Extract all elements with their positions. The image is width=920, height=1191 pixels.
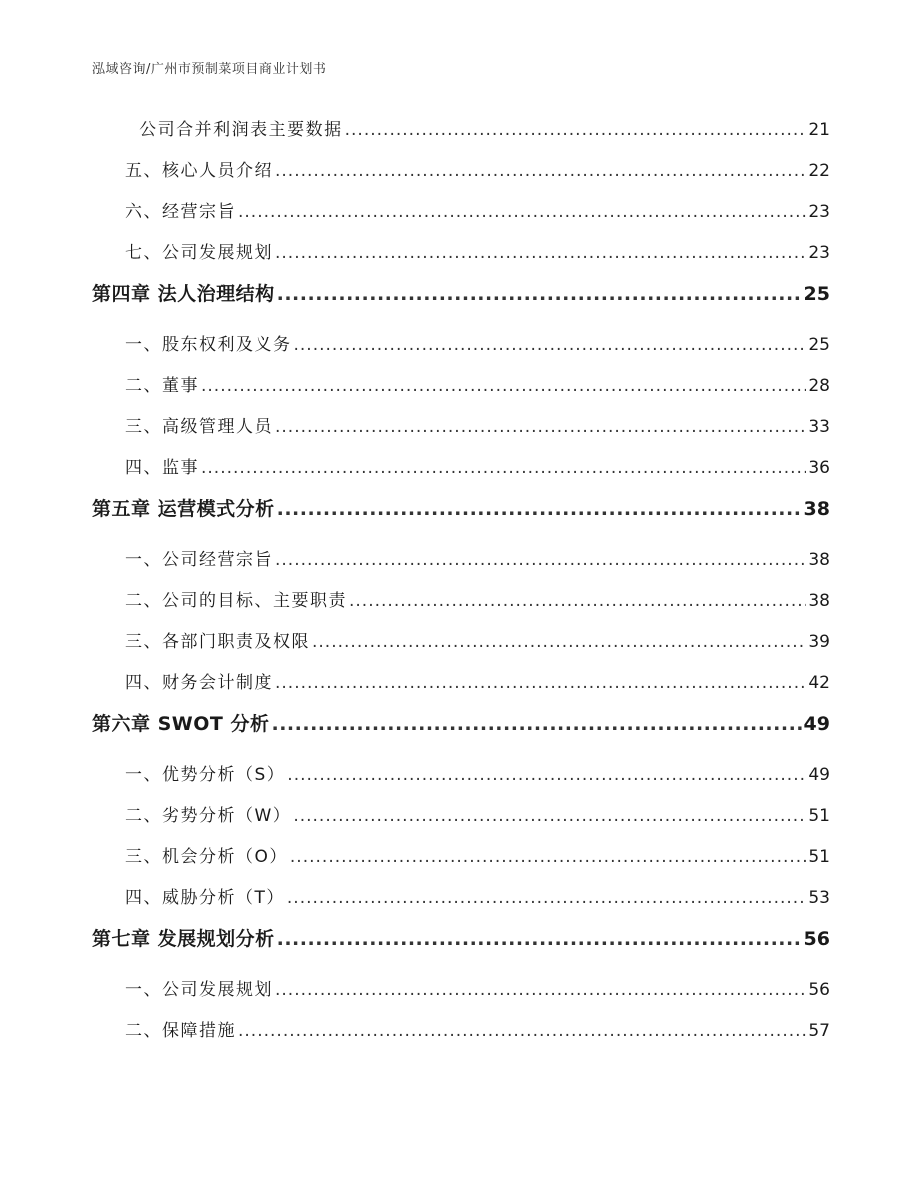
table-of-contents <box>92 115 830 1057</box>
toc-entry-title: 监事 <box>162 458 199 478</box>
toc-entry-number: 二、 <box>125 591 162 611</box>
toc-entry-title: 威胁分析（T） <box>162 888 285 908</box>
toc-section-entry[interactable] <box>92 627 830 668</box>
page-header: 泓域咨询/广州市预制菜项目商业计划书 <box>92 62 327 77</box>
toc-page-number: 56 <box>803 928 830 950</box>
toc-section-entry[interactable] <box>92 668 830 709</box>
toc-page-number: 38 <box>808 550 830 570</box>
toc-section-entry[interactable] <box>92 197 830 238</box>
toc-section-entry[interactable] <box>92 975 830 1016</box>
toc-entry-title: 高级管理人员 <box>162 417 273 437</box>
toc-entry-title: 董事 <box>162 376 199 396</box>
toc-entry-title: 公司合并利润表主要数据 <box>139 120 343 140</box>
toc-dot-leader <box>238 202 806 222</box>
toc-section-entry[interactable] <box>92 371 830 412</box>
toc-page-number: 33 <box>808 417 830 437</box>
toc-dot-leader <box>275 980 806 1000</box>
toc-section-entry[interactable] <box>92 115 830 156</box>
toc-entry-number: 二、 <box>125 806 162 826</box>
toc-entry-title: 股东权利及义务 <box>162 335 292 355</box>
toc-dot-leader <box>287 765 806 785</box>
toc-section-entry[interactable] <box>92 842 830 883</box>
toc-page-number: 23 <box>808 202 830 222</box>
toc-entry-title: 财务会计制度 <box>162 673 273 693</box>
toc-dot-leader <box>275 673 806 693</box>
toc-page-number: 22 <box>808 161 830 181</box>
toc-entry-title: 各部门职责及权限 <box>162 632 310 652</box>
toc-entry-number: 四、 <box>125 673 162 693</box>
toc-dot-leader <box>275 417 806 437</box>
toc-section-entry[interactable] <box>92 412 830 453</box>
toc-page-number: 25 <box>808 335 830 355</box>
toc-page-number: 28 <box>808 376 830 396</box>
toc-entry-number: 三、 <box>125 847 162 867</box>
toc-entry-title: 第七章 发展规划分析 <box>92 928 275 950</box>
toc-entry-title: 核心人员介绍 <box>162 161 273 181</box>
toc-section-entry[interactable] <box>92 586 830 627</box>
toc-section-entry[interactable] <box>92 156 830 197</box>
toc-dot-leader <box>201 376 806 396</box>
toc-page-number: 39 <box>808 632 830 652</box>
toc-page-number: 25 <box>803 283 830 305</box>
toc-entry-title: 公司的目标、主要职责 <box>162 591 347 611</box>
toc-entry-title: 优势分析（S） <box>162 765 286 785</box>
toc-entry-number: 五、 <box>125 161 162 181</box>
toc-entry-number: 四、 <box>125 458 162 478</box>
toc-page-number: 38 <box>808 591 830 611</box>
toc-chapter-entry[interactable] <box>92 924 830 975</box>
toc-dot-leader <box>349 591 806 611</box>
toc-entry-title: 劣势分析（W） <box>162 806 292 826</box>
toc-dot-leader <box>275 161 806 181</box>
toc-entry-title: 第四章 法人治理结构 <box>92 283 275 305</box>
toc-section-entry[interactable] <box>92 801 830 842</box>
toc-page-number: 21 <box>808 120 830 140</box>
toc-section-entry[interactable] <box>92 545 830 586</box>
toc-chapter-entry[interactable] <box>92 494 830 545</box>
toc-dot-leader <box>312 632 806 652</box>
toc-dot-leader <box>277 498 802 520</box>
toc-page-number: 51 <box>808 806 830 826</box>
toc-page-number: 42 <box>808 673 830 693</box>
toc-dot-leader <box>290 847 806 867</box>
toc-dot-leader <box>294 335 807 355</box>
toc-dot-leader <box>271 713 801 735</box>
toc-page-number: 51 <box>808 847 830 867</box>
toc-section-entry[interactable] <box>92 330 830 371</box>
toc-section-entry[interactable] <box>92 760 830 801</box>
toc-dot-leader <box>293 806 806 826</box>
toc-dot-leader <box>238 1021 806 1041</box>
toc-chapter-entry[interactable] <box>92 709 830 760</box>
toc-entry-number: 一、 <box>125 765 162 785</box>
toc-page-number: 23 <box>808 243 830 263</box>
toc-entry-number: 三、 <box>125 632 162 652</box>
toc-entry-title: 公司发展规划 <box>162 980 273 1000</box>
toc-page-number: 38 <box>803 498 830 520</box>
toc-page-number: 53 <box>808 888 830 908</box>
toc-section-entry[interactable] <box>92 1016 830 1057</box>
toc-entry-number: 二、 <box>125 1021 162 1041</box>
toc-entry-title: 公司经营宗旨 <box>162 550 273 570</box>
toc-entry-number: 一、 <box>125 335 162 355</box>
toc-entry-title: 第五章 运营模式分析 <box>92 498 275 520</box>
toc-page-number: 49 <box>808 765 830 785</box>
toc-section-entry[interactable] <box>92 453 830 494</box>
toc-section-entry[interactable] <box>92 238 830 279</box>
toc-entry-number: 六、 <box>125 202 162 222</box>
toc-entry-number: 三、 <box>125 417 162 437</box>
toc-dot-leader <box>275 243 806 263</box>
toc-dot-leader <box>287 888 806 908</box>
toc-dot-leader <box>345 120 807 140</box>
toc-page-number: 57 <box>808 1021 830 1041</box>
toc-page-number: 49 <box>803 713 830 735</box>
toc-entry-number: 二、 <box>125 376 162 396</box>
toc-dot-leader <box>277 928 802 950</box>
toc-dot-leader <box>201 458 806 478</box>
toc-entry-title: 保障措施 <box>162 1021 236 1041</box>
toc-dot-leader <box>275 550 806 570</box>
toc-dot-leader <box>277 283 802 305</box>
toc-page-number: 36 <box>808 458 830 478</box>
toc-entry-title: 机会分析（O） <box>162 847 288 867</box>
toc-chapter-entry[interactable] <box>92 279 830 330</box>
toc-entry-number: 一、 <box>125 550 162 570</box>
toc-section-entry[interactable] <box>92 883 830 924</box>
toc-entry-number: 四、 <box>125 888 162 908</box>
toc-entry-number: 一、 <box>125 980 162 1000</box>
toc-entry-number: 七、 <box>125 243 162 263</box>
toc-page-number: 56 <box>808 980 830 1000</box>
toc-entry-title: 第六章 SWOT 分析 <box>92 713 270 735</box>
toc-entry-title: 经营宗旨 <box>162 202 236 222</box>
toc-entry-title: 公司发展规划 <box>162 243 273 263</box>
